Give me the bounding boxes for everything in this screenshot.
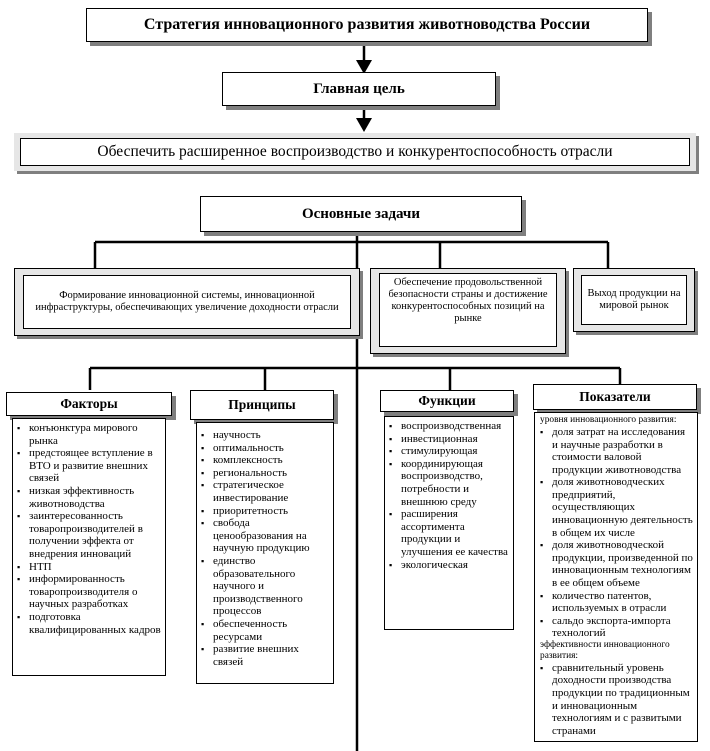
list-item: ▪ стимулирующая <box>389 445 509 458</box>
list-item: ▪ НТП <box>17 561 161 574</box>
task-3-inner <box>581 275 687 325</box>
main-goal-box <box>222 72 496 106</box>
principles-list <box>196 422 334 684</box>
indicators-header-label: Показатели <box>579 389 651 404</box>
list-item: ▪ заинтересованность товаропроизводителей в получении эффекта от внедрения инноваций <box>17 510 161 560</box>
factors-list <box>12 418 166 676</box>
list-item: ▪ низкая эффективность животноводства <box>17 485 161 510</box>
functions-header-label: Функции <box>418 393 476 408</box>
principles-header-label: Принципы <box>228 397 296 412</box>
task-1-text: Формирование инновационной системы, инновационной инфраструктуры, обеспечивающих увеличение доходности отрасли <box>35 290 339 313</box>
list-item: ▪ приоритетность <box>201 505 329 518</box>
indicators-group-1-title: уровня инновационного развития: <box>540 415 677 425</box>
principles-header <box>190 390 334 420</box>
list-item: ▪ инвестиционная <box>389 433 509 446</box>
goal-text-box <box>14 133 696 171</box>
list-item: ▪ количество патентов, используемых в отрасли <box>540 590 693 615</box>
main-tasks-box <box>200 196 522 232</box>
list-item: ▪ воспроизводственная <box>389 420 509 433</box>
goal-text-inner <box>20 138 690 166</box>
list-item: ▪ сравнительный уровень доходности производства продукции по традиционным и инновационным технологиям и с развитыми странами <box>540 662 693 738</box>
task-2-inner <box>379 273 557 347</box>
strategy-title: Стратегия инновационного развития животноводства России <box>143 16 591 33</box>
list-item: ▪ научность <box>201 429 329 442</box>
list-item: ▪ развитие внешних связей <box>201 643 329 668</box>
main-goal-label: Главная цель <box>313 80 405 97</box>
indicators-header <box>533 384 697 410</box>
list-item: ▪ доля животноводческих предприятий, осуществляющих инновационную деятельность в общем их числе <box>540 476 693 539</box>
list-item: ▪ свобода ценообразования на научную продукцию <box>201 517 329 555</box>
goal-text: Обеспечить расширенное воспроизводство и конкурентоспособность отрасли <box>97 143 613 160</box>
factors-header <box>6 392 172 416</box>
indicators-list <box>534 412 698 742</box>
list-item: ▪ предстоящее вступление в ВТО и развитие внешних связей <box>17 447 161 485</box>
list-item: ▪ доля животноводческой продукции, произведенной по инновационным технологиям в ее общем объеме <box>540 539 693 589</box>
indicators-group-2-title: эффективности инновационного развития: <box>540 640 670 661</box>
list-item: ▪ доля затрат на исследования и научные разработки в стоимости валовой продукции животноводства <box>540 426 693 476</box>
list-item: ▪ информированность товаропроизводителя о научных разработках <box>17 573 161 611</box>
list-item: ▪ подготовка квалифицированных кадров <box>17 611 161 636</box>
functions-list <box>384 416 514 630</box>
list-item: ▪ экологическая <box>389 559 509 572</box>
task-box-2 <box>370 268 566 354</box>
task-box-1 <box>14 268 360 336</box>
list-item: ▪ стратегическое инвестирование <box>201 479 329 504</box>
list-item: ▪ единство образовательного научного и производственного процессов <box>201 555 329 618</box>
list-item: ▪ обеспеченность ресурсами <box>201 618 329 643</box>
main-tasks-label: Основные задачи <box>301 205 421 222</box>
functions-header <box>380 390 514 412</box>
task-1-inner <box>23 275 351 329</box>
list-item: ▪ региональность <box>201 467 329 480</box>
list-item: ▪ оптимальность <box>201 442 329 455</box>
list-item: ▪ конъюнктура мирового рынка <box>17 422 161 447</box>
task-3-text: Выход продукции на мировой рынок <box>587 288 681 311</box>
factors-header-label: Факторы <box>60 396 118 411</box>
list-item: ▪ координирующая воспроизводство, потребности и внешнюю среду <box>389 458 509 508</box>
list-item: ▪ комплексность <box>201 454 329 467</box>
task-2-text: Обеспечение продовольственной безопасности страны и достижение конкурентоспособных позиций на рынке <box>388 277 548 324</box>
strategy-title-box <box>86 8 648 42</box>
list-item: ▪ сальдо экспорта-импорта технологий <box>540 615 693 640</box>
list-item: ▪ расширения ассортимента продукции и улучшения ее качества <box>389 508 509 558</box>
task-box-3 <box>573 268 695 332</box>
